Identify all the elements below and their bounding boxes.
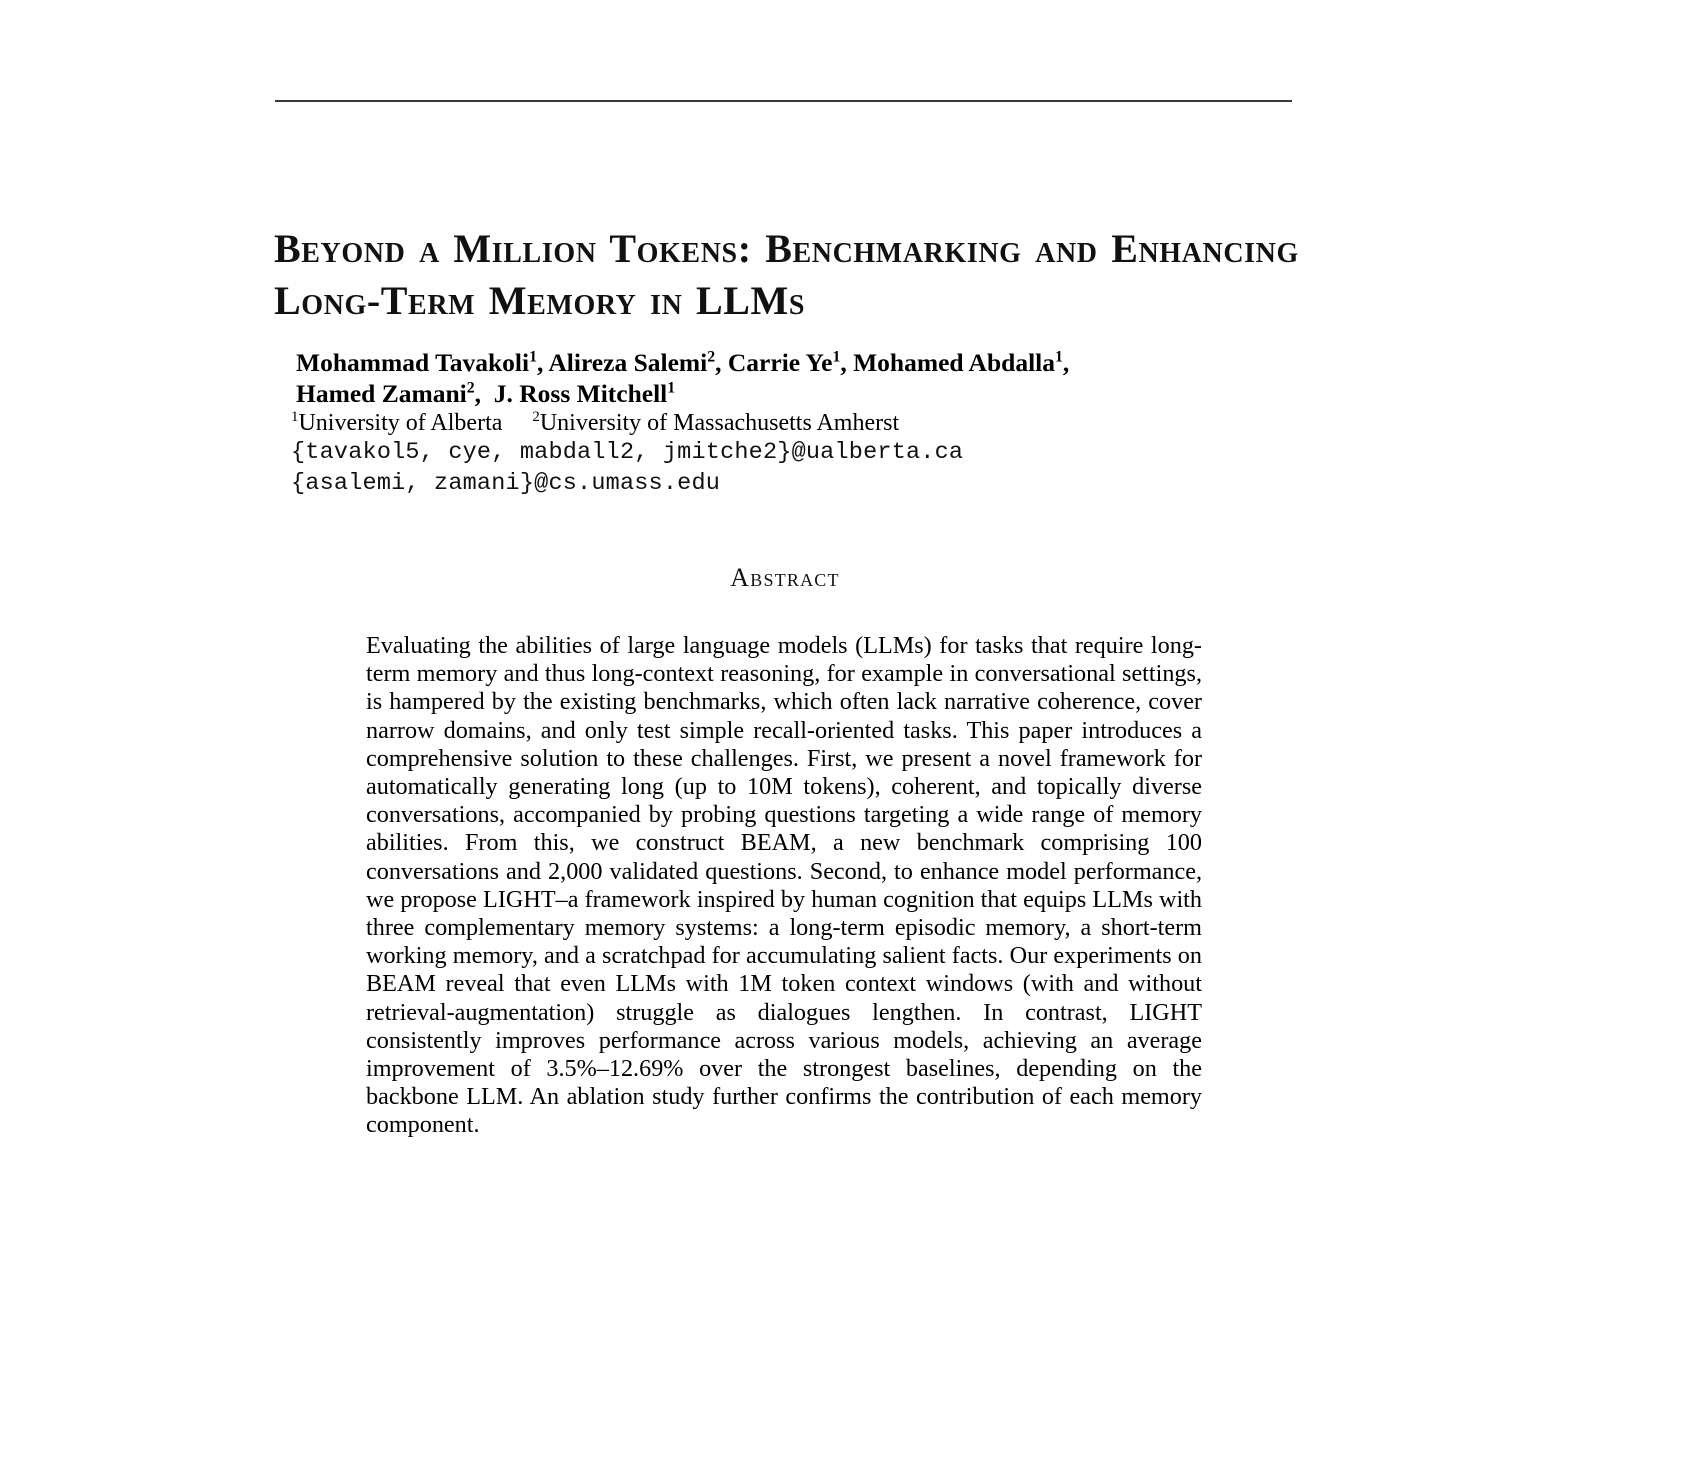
author-separator: , [840, 348, 854, 377]
author-name-mohammad-tavakoli: Mohammad Tavakoli [296, 348, 530, 377]
abstract-body: Evaluating the abilities of large language models (LLMs) for tasks that require long-term memory and thus long-context reasoning, for example in conversational settings, is hampered by the existing benchmarks, which often lack narrative coherence, cover narrow domains, and only test simple recall-oriented tasks. This paper introduces a comprehensive solution to these challenges. First, we present a novel framework for automatically generating long (up to 10M tokens), coherent, and topically diverse conversations, accompanied by probing questions targeting a wide range of memory abilities. From this, we construct BEAM, a new benchmark comprising 100 conversations and 2,000 validated questions. Second, to enhance model performance, we propose LIGHT–a framework inspired by human cognition that equips LLMs with three complementary memory systems: a long-term episodic memory, a short-term working memory, and a scratchpad for accumulating salient facts. Our experiments on BEAM reveal that even LLMs with 1M token context windows (with and without retrieval-augmentation) struggle as dialogues lengthen. In contrast, LIGHT consistently improves performance across various models, achieving an average improvement of 3.5%–12.69% over the strongest baselines, depending on the backbone LLM. An ablation study further confirms the contribution of each memory component. [366, 632, 1202, 1139]
author-affil-mark: 1 [1055, 348, 1063, 366]
affiliation-list [291, 408, 1211, 438]
author-affil-mark: 2 [466, 379, 475, 397]
author-separator: , [537, 348, 549, 377]
affiliation-mark-1: 1 [291, 409, 299, 425]
affiliation-mark-2: 2 [532, 409, 540, 425]
author-affil-mark: 2 [707, 348, 716, 366]
author-line-2 [296, 378, 1216, 409]
contact-emails [291, 437, 1231, 499]
author-name-alireza-salemi: Alireza Salemi [548, 348, 708, 377]
author-list [296, 347, 1216, 409]
email-line-ualberta: {tavakol5, cye, mabdall2, jmitche2}@ualberta.ca [291, 439, 964, 466]
affiliation-name-1: University of Alberta [298, 410, 503, 436]
author-name-carrie-ye: Carrie Ye [727, 348, 833, 377]
author-separator: , [1062, 348, 1070, 377]
header-divider-rule [275, 100, 1292, 102]
author-affil-mark: 1 [529, 348, 538, 366]
abstract-heading: Abstract [730, 563, 840, 592]
author-name-hamed-zamani: Hamed Zamani [296, 379, 467, 408]
author-affil-mark: 1 [667, 379, 676, 397]
author-affil-mark: 1 [832, 348, 841, 366]
author-separator: , [474, 379, 488, 408]
email-line-umass: {asalemi, zamani}@cs.umass.edu [291, 470, 721, 497]
author-line-1 [296, 347, 1216, 378]
author-name-mohamed-abdalla: Mohamed Abdalla [853, 348, 1056, 377]
author-name-j-ross-mitchell: J. Ross Mitchell [493, 379, 668, 408]
author-separator: , [715, 348, 728, 377]
affiliation-name-2: University of Massachusetts Amherst [539, 410, 900, 436]
page-title: Beyond a Million Tokens: Benchmarking and Enhancing Long-Term Memory in LLMs [274, 225, 1299, 323]
